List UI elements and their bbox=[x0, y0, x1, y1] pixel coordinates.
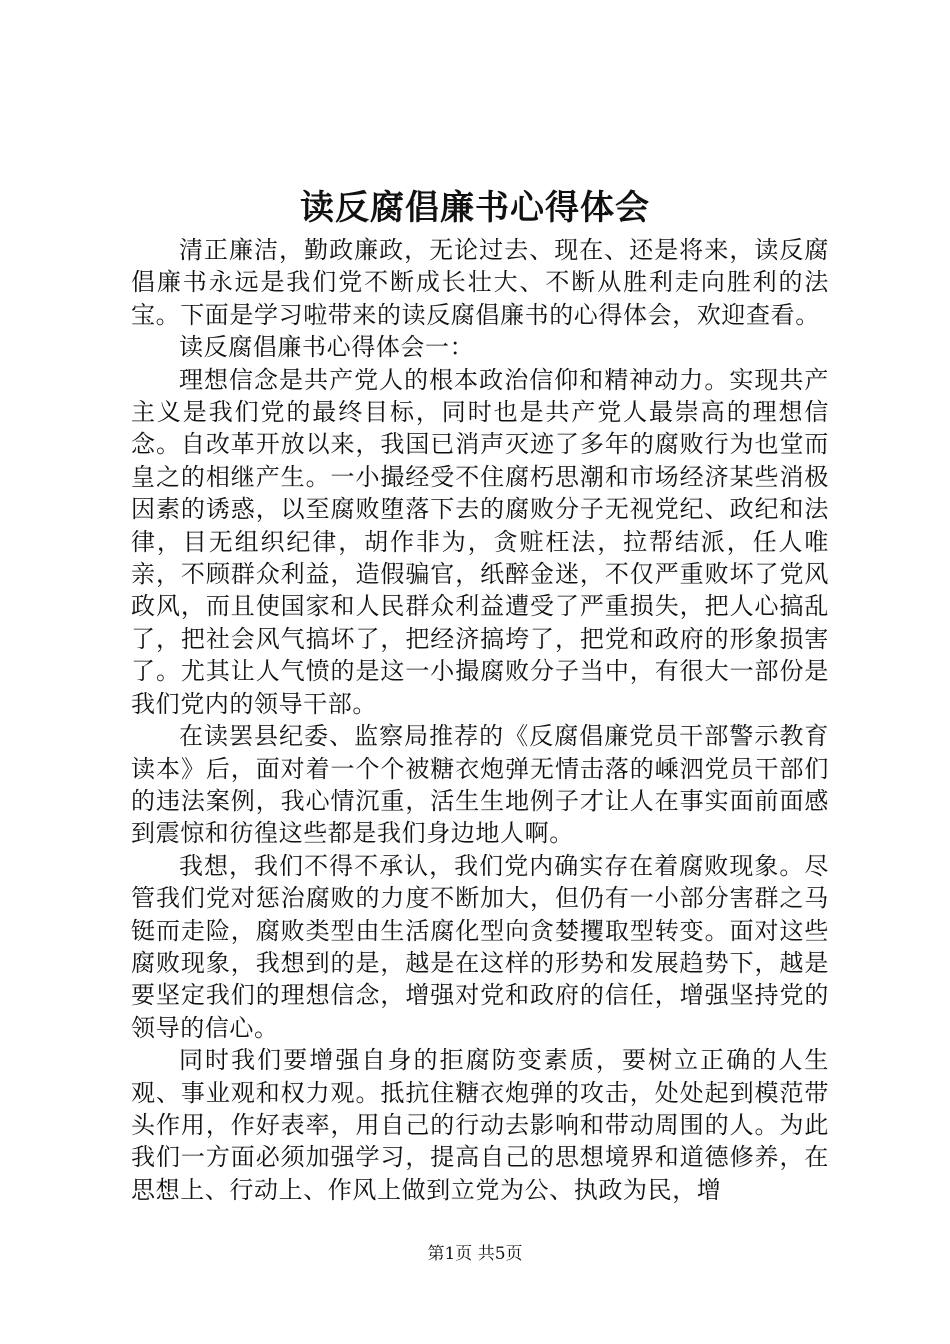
paragraph-section-heading: 读反腐倡廉书心得体会一： bbox=[179, 333, 475, 362]
paragraph-ideals: 理想信念是共产党人的根本政治信仰和精神动力。实现共产主义是我们党的最终目标，同时也是共产党人最崇高的理想信念。自改革开放以来，我国已消声灭迹了多年的腐败行为也堂而皇之的相继产生。一小撮经受不住腐朽思潮和市场经济某些消极因素的诱惑，以至腐败堕落下去的腐败分子无视党纪、政纪和法律，目无组织纪律，胡作非为，贪赃枉法，拉帮结派，任人唯亲，不顾群众利益，造假骗官，纸醉金迷，不仅严重败坏了党风政风，而且使国家和人民群众利益遭受了严重损失，把人心搞乱了，把社会风气搞坏了，把经济搞垮了，把党和政府的形象损害了。尤其让人气愤的是这一小撮腐败分子当中，有很大一部份是我们党内的领导干部。 bbox=[131, 365, 829, 718]
paragraph-intro: 清正廉洁，勤政廉政，无论过去、现在、还是将来，读反腐倡廉书永远是我们党不断成长壮大、不断从胜利走向胜利的法宝。下面是学习啦带来的读反腐倡廉书的心得体会，欢迎查看。 bbox=[131, 236, 829, 329]
document-title: 读反腐倡廉书心得体会 bbox=[300, 188, 650, 228]
paragraph-self-improvement: 同时我们要增强自身的拒腐防变素质，要树立正确的人生观、事业观和权力观。抵抗住糖衣炮弹的攻击，处处起到模范带头作用，作好表率，用自己的行动去影响和带动周围的人。为此我们一方面必须加强学习，提高自己的思想境界和道德修养，在思想上、行动上、作风上做到立党为公、执政为民，增 bbox=[131, 1046, 829, 1204]
page-number-footer: 第1页 共5页 bbox=[427, 1244, 523, 1264]
paragraph-reading: 在读罢县纪委、监察局推荐的《反腐倡廉党员干部警示教育读本》后，面对着一个个被糖衣炮弹无情击落的嵊泗党员干部们的违法案例，我心情沉重，活生生地例子才让人在事实面前面感到震惊和彷徨这些都是我们身边地人啊。 bbox=[131, 722, 829, 848]
document-body bbox=[131, 234, 829, 1206]
paragraph-reflection: 我想，我们不得不承认，我们党内确实存在着腐败现象。尽管我们党对惩治腐败的力度不断加大，但仍有一小部分害群之马铤而走险，腐败类型由生活腐化型向贪婪攫取型转变。面对这些腐败现象，我想到的是，越是在这样的形势和发展趋势下，越是要坚定我们的理想信念，增强对党和政府的信任，增强坚持党的领导的信心。 bbox=[131, 851, 829, 1042]
